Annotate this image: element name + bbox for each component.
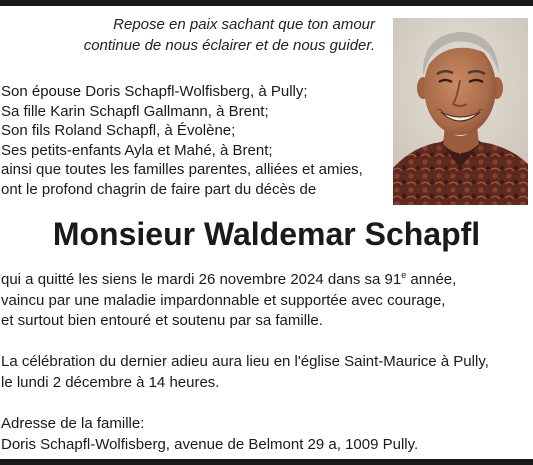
family-line-announcement: ont le profond chagrin de faire part du décès de [1, 180, 317, 198]
passing-line-1-end: année, [406, 271, 457, 288]
passing-line-1-text: qui a quitté les siens le mardi 26 novembre 2024 dans sa 91 [1, 271, 402, 288]
family-announcement [1, 82, 363, 200]
portrait-photo [393, 18, 528, 205]
ceremony-line-1: La célébration du dernier adieu aura lieu en l'église Saint-Maurice à Pully, [1, 353, 489, 370]
family-line-spouse: Son épouse Doris Schapfl-Wolfisberg, à Pully; [1, 83, 308, 100]
ordinal-superscript: e [401, 270, 407, 280]
quote-line-2: continue de nous éclairer et de nous guider. [83, 37, 375, 54]
passing-line-1 [1, 270, 456, 291]
ceremony-line-2: le lundi 2 décembre à 14 heures. [1, 373, 220, 391]
passing-paragraph [1, 270, 456, 332]
address-value: Doris Schapfl-Wolfisberg, avenue de Belmont 29 a, 1009 Pully. [1, 435, 419, 453]
passing-line-3: et surtout bien entouré et soutenu par sa famille. [1, 312, 323, 329]
passing-line-2: vaincu par une maladie impardonnable et supportée avec courage, [1, 291, 446, 309]
family-line-relatives: ainsi que toutes les familles parentes, alliées et amies, [1, 161, 363, 179]
ceremony-paragraph [1, 352, 489, 393]
bottom-border-rule [0, 459, 533, 465]
address-paragraph [1, 414, 418, 455]
top-border-rule [0, 0, 533, 6]
quote-line-1: Repose en paix sachant que ton amour [113, 16, 375, 33]
family-line-grandchildren: Ses petits-enfants Ayla et Mahé, à Brent; [1, 141, 273, 159]
portrait-illustration [393, 18, 528, 205]
memorial-quote [15, 14, 375, 56]
family-line-son: Son fils Roland Schapfl, à Évolène; [1, 122, 236, 140]
deceased-name: Monsieur Waldemar Schapfl [52, 216, 481, 252]
family-line-daughter: Sa fille Karin Schapfl Gallmann, à Brent; [1, 102, 269, 120]
address-label: Adresse de la famille: [1, 415, 145, 432]
